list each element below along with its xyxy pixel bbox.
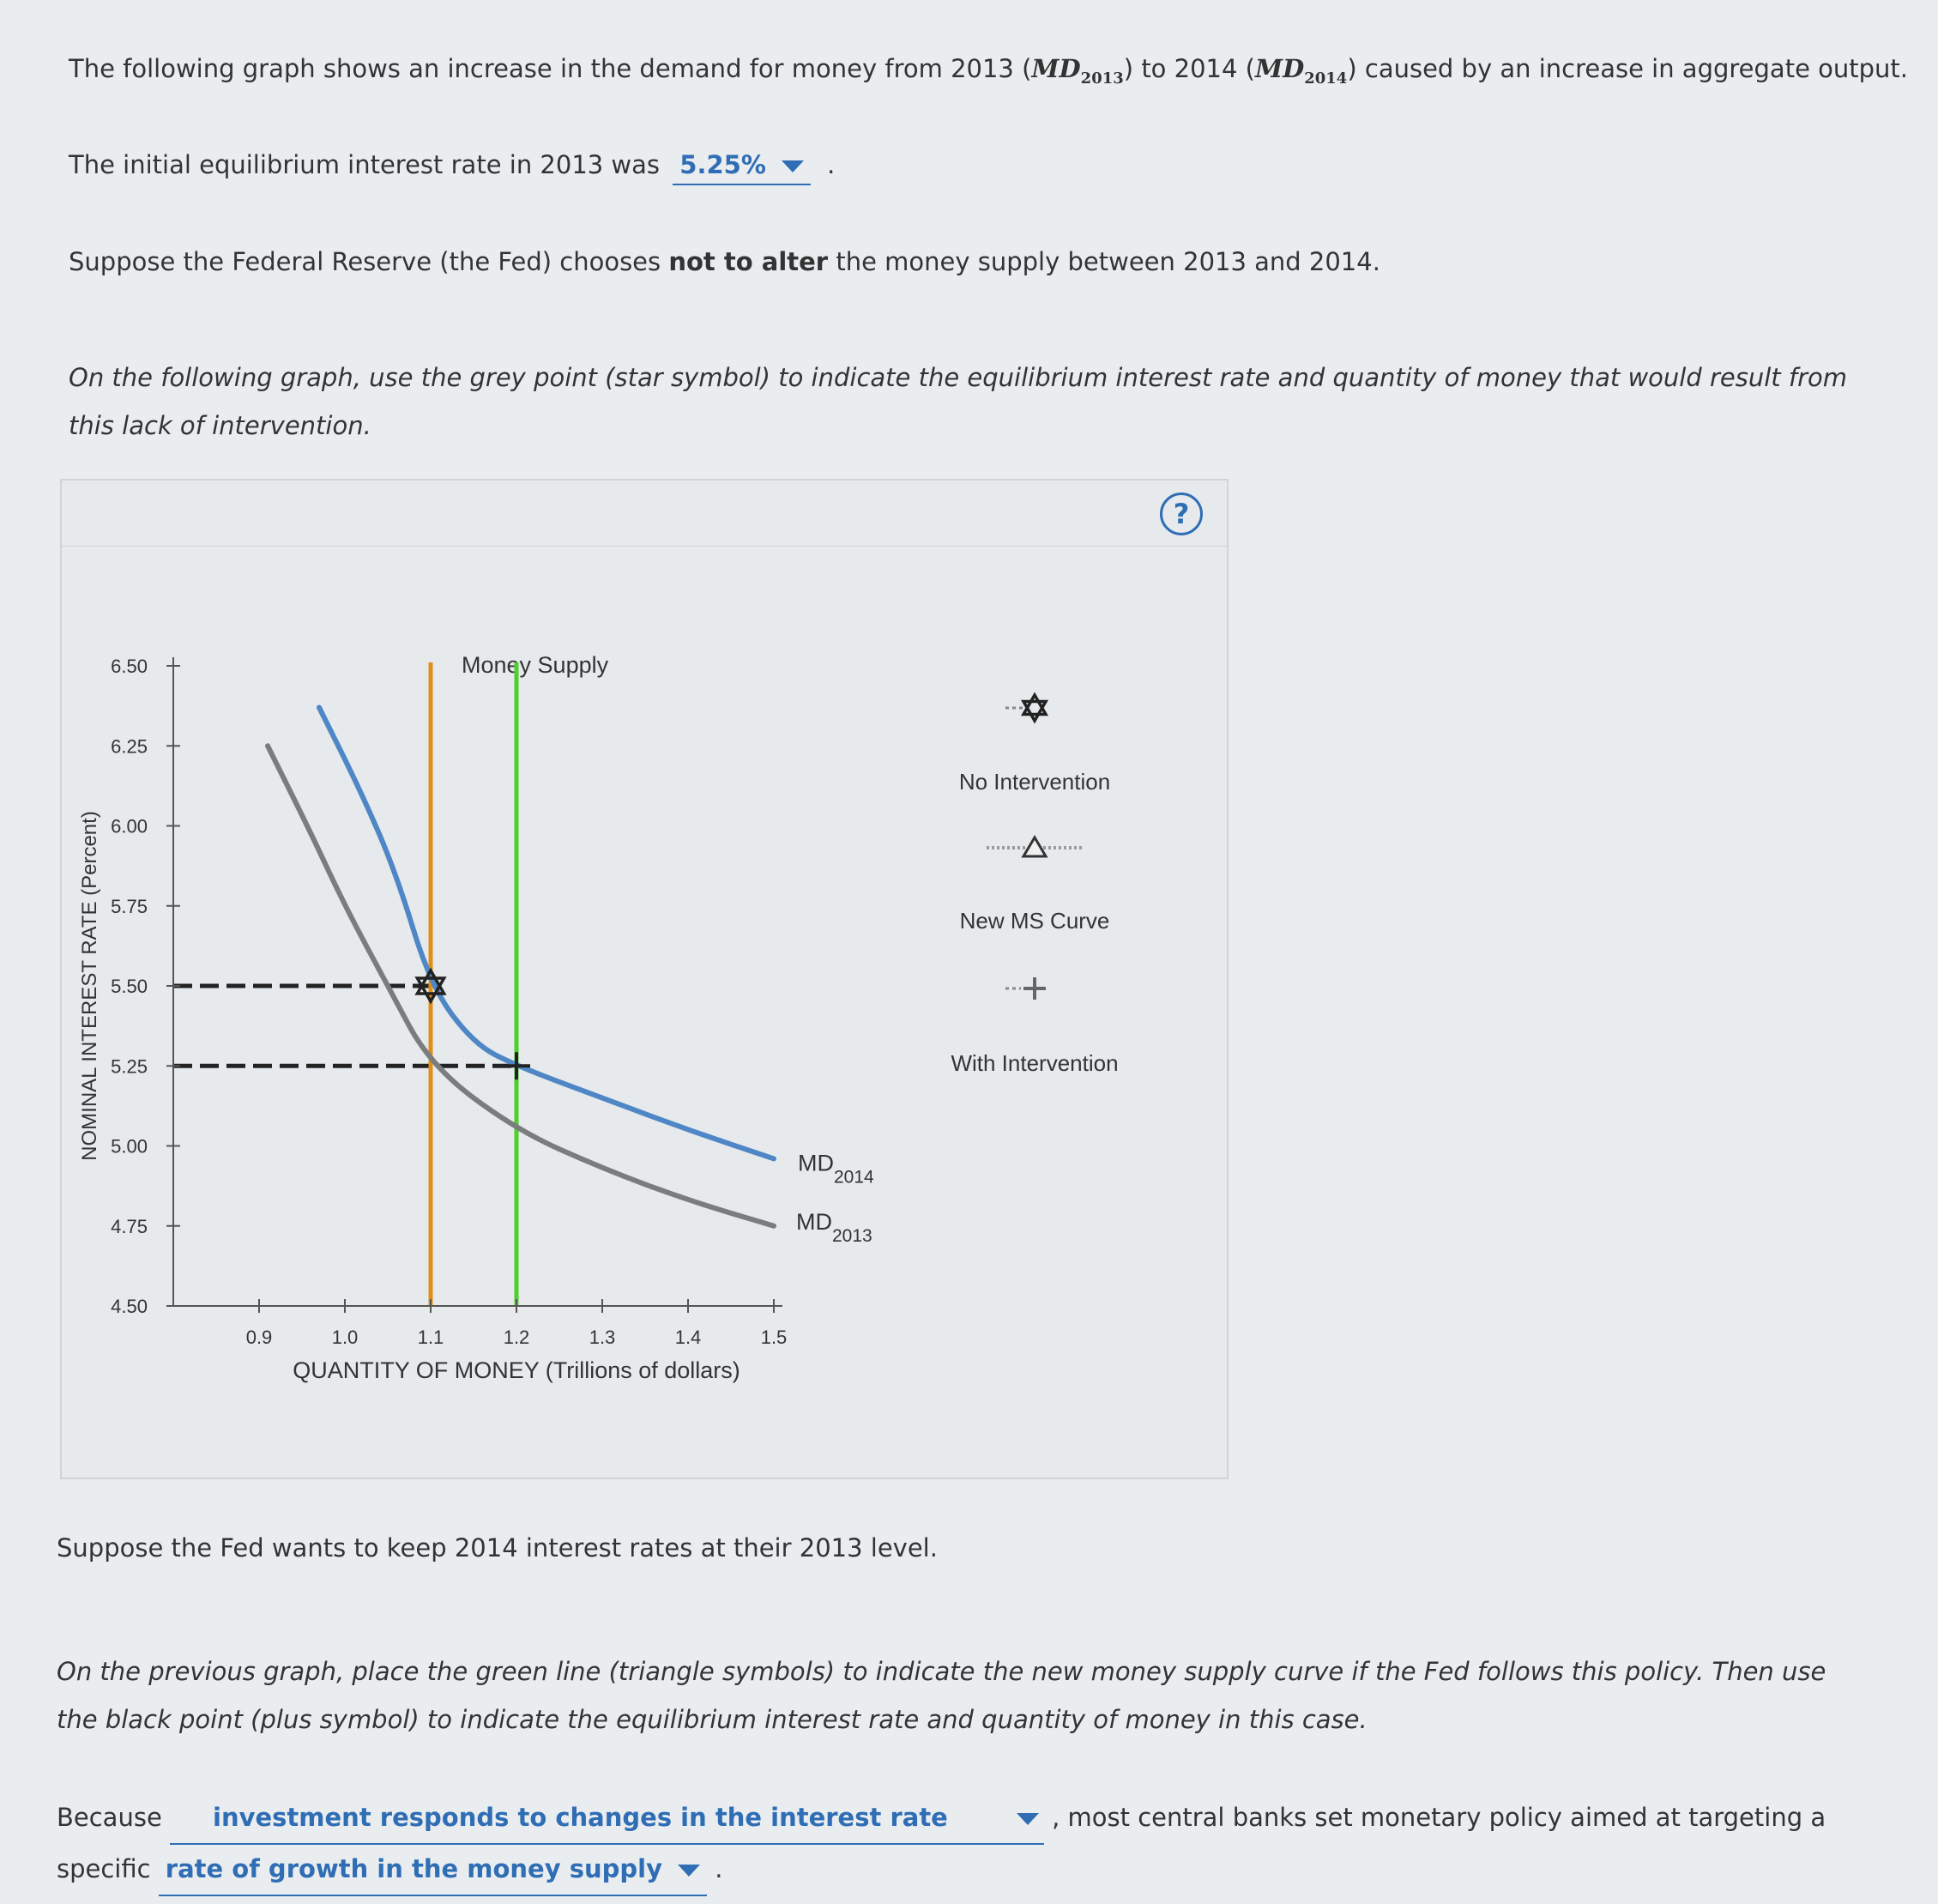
interest-rate-selected: 5.25%: [679, 150, 766, 179]
x-tick-label: 1.0: [331, 1327, 359, 1348]
x-tick-label: 1.1: [417, 1327, 444, 1348]
md-2014-curve[interactable]: [319, 707, 774, 1158]
intro-after: ) caused by an increase in aggregate output.: [1347, 54, 1909, 83]
interest-rate-dropdown[interactable]: [673, 148, 811, 185]
y-tick-label: 5.50: [111, 976, 148, 997]
y-tick-label: 4.50: [111, 1296, 148, 1317]
md-2014-symbol: [1254, 54, 1348, 88]
md-2013-letters: MD: [1031, 54, 1081, 83]
instruction-1: On the following graph, use the grey point (star symbol) to indicate the equilibrium interest rate and quantity of money that would result from this lack of intervention.: [69, 363, 1847, 440]
q1-row: [69, 148, 835, 185]
triangle-icon: [1023, 837, 1046, 856]
legend-with-intervention-label: With Intervention: [951, 1050, 1119, 1076]
md-2014-label: MD: [798, 1150, 834, 1176]
legend-no-intervention-tool[interactable]: [1005, 695, 1046, 721]
legend-new-ms-tool[interactable]: [987, 837, 1083, 856]
help-icon[interactable]: ?: [1160, 493, 1203, 535]
q2-row: [69, 245, 1380, 279]
target-selected: rate of growth in the money supply: [165, 1854, 662, 1883]
reason-selected: investment responds to changes in the interest rate: [213, 1803, 948, 1832]
q4-mid: , most central banks set monetary policy aimed at targeting a specific: [57, 1803, 1826, 1883]
x-tick-label: 0.9: [245, 1327, 273, 1348]
x-tick-label: 1.5: [760, 1327, 788, 1348]
md-2014-letters: MD: [1254, 54, 1305, 83]
md-2013-symbol: [1031, 54, 1124, 88]
money-supply-label: Money Supply: [462, 652, 609, 678]
q4-row: [57, 1793, 1850, 1896]
y-tick-label: 6.50: [111, 656, 148, 677]
y-tick-label: 6.00: [111, 815, 148, 837]
intro-before: The following graph shows an increase in the demand for money from 2013 (: [69, 54, 1032, 83]
reason-dropdown[interactable]: [170, 1793, 1044, 1845]
y-axis-label: NOMINAL INTEREST RATE (Percent): [78, 811, 101, 1161]
md-2014-label-sub: 2014: [834, 1167, 874, 1188]
legend-star-icon[interactable]: [1023, 695, 1046, 721]
chevron-down-icon: [1017, 1813, 1039, 1825]
q2-before: Suppose the Federal Reserve (the Fed) chooses: [69, 247, 661, 276]
q3-text: Suppose the Fed wants to keep 2014 interest rates at their 2013 level.: [57, 1533, 938, 1562]
y-tick-label: 5.00: [111, 1135, 148, 1158]
y-tick-label: 5.25: [111, 1055, 148, 1078]
chevron-down-icon: [678, 1865, 700, 1877]
target-dropdown[interactable]: [159, 1845, 707, 1896]
y-tick-label: 4.75: [111, 1215, 148, 1237]
q2-after: the money supply between 2013 and 2014.: [836, 247, 1380, 276]
instruction-2: On the previous graph, place the green line (triangle symbols) to indicate the new money supply curve if the Fed follows this policy. Then use the black point (plus symbol) to indicate the equilibrium interest rate and quantity of money in this case.: [57, 1657, 1826, 1734]
graph-panel: [60, 479, 1229, 1479]
legend-plus-icon[interactable]: [1023, 977, 1046, 1000]
md-2013-sub: 2013: [1080, 69, 1124, 88]
q4-end: .: [715, 1854, 723, 1883]
q2-bold: not to alter: [668, 247, 829, 276]
y-tick-label: 6.25: [111, 735, 148, 758]
x-axis-label: QUANTITY OF MONEY (Trillions of dollars): [293, 1357, 740, 1383]
y-tick-label: 5.75: [111, 895, 148, 917]
legend-no-intervention-label: No Intervention: [958, 769, 1111, 795]
intro-mid: ) to 2014 (: [1123, 54, 1255, 83]
legend-new-ms-label: New MS Curve: [959, 908, 1110, 934]
with-intervention-plus-point[interactable]: [503, 1052, 530, 1079]
x-tick-label: 1.2: [503, 1327, 530, 1348]
md-2013-label: MD: [796, 1208, 832, 1235]
md-2013-label-sub: 2013: [832, 1225, 872, 1246]
money-market-chart[interactable]: [62, 481, 1227, 1478]
x-tick-label: 1.4: [674, 1327, 702, 1348]
legend-with-intervention-tool[interactable]: [1005, 977, 1046, 1000]
x-tick-label: 1.3: [589, 1327, 616, 1348]
intro-text: [69, 51, 1908, 96]
q1-end: .: [827, 150, 836, 179]
q1-text: The initial equilibrium interest rate in 2013 was: [69, 150, 661, 179]
chevron-down-icon: [782, 160, 804, 172]
q4-before: Because: [57, 1803, 162, 1832]
md-2014-sub: 2014: [1304, 69, 1348, 88]
